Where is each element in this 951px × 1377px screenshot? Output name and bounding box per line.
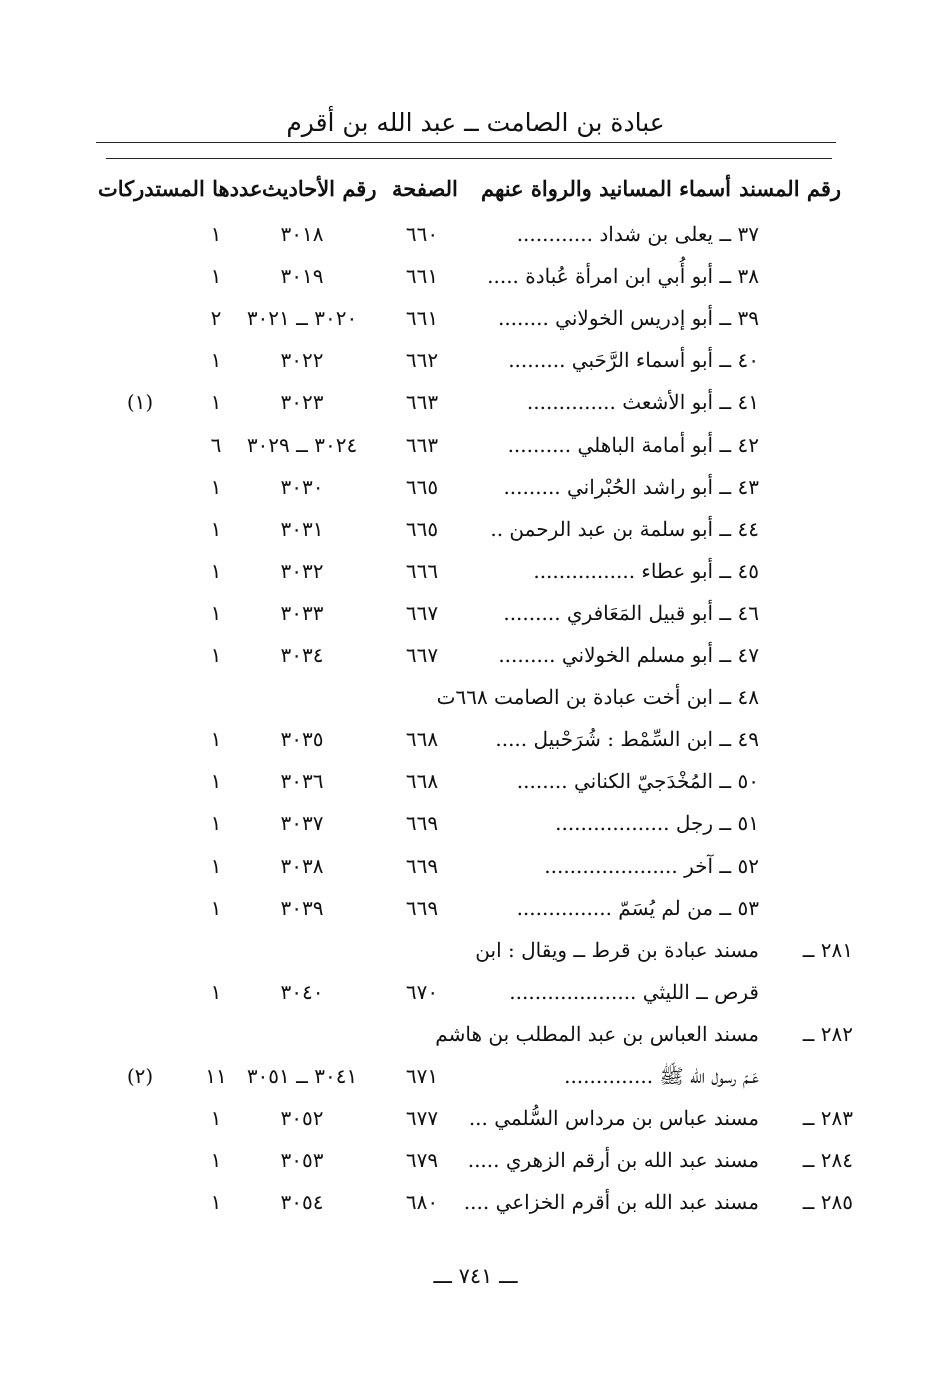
- table-row: [0, 685, 951, 725]
- table-row: [0, 1148, 951, 1188]
- running-title: عبادة بن الصامت ــ عبد الله بن أقرم: [286, 108, 665, 137]
- musnad-number: ٢٨٣ ــ: [802, 1106, 853, 1130]
- count-cell: ١: [210, 348, 222, 372]
- entry-name: قرص ــ الليثي ....................: [509, 980, 759, 1004]
- table-row: [0, 348, 951, 388]
- entry-name: ٣٧ ــ يعلى بن شداد ............: [516, 222, 759, 246]
- col-header-names: أسماء المسانيد والرواة عنهم: [481, 176, 731, 201]
- table-row: [0, 1106, 951, 1146]
- page-number: ـــ ٧٤١ ـــ: [433, 1264, 518, 1288]
- count-cell: ١: [210, 517, 222, 541]
- table-row: [0, 769, 951, 809]
- table-row: [0, 222, 951, 262]
- count-cell: ١: [210, 1148, 222, 1172]
- count-cell: ١: [210, 475, 222, 499]
- table-row: [0, 811, 951, 851]
- hadith-numbers-cell: ٣٠٤٠: [280, 980, 324, 1004]
- hadith-numbers-cell: ٣٠٢٤ ــ ٣٠٢٩: [246, 433, 358, 457]
- count-cell: ١: [210, 727, 222, 751]
- hadith-numbers-cell: ٣٠٣٦: [280, 769, 324, 793]
- count-cell: ٦: [210, 433, 222, 457]
- entry-name: عَـمّ رسول الله ﷺ ..............: [564, 1064, 759, 1088]
- hadith-numbers-cell: ٣٠٣٤: [280, 643, 324, 667]
- count-cell: ١: [210, 643, 222, 667]
- page-number-cell: ٦٦٥: [405, 475, 439, 499]
- hadith-numbers-cell: ٣٠٣٥: [280, 727, 324, 751]
- page-number-cell: ٦٦٣: [405, 390, 439, 414]
- col-header-page: الصفحة: [392, 176, 458, 201]
- header-rule-top: [96, 142, 836, 143]
- page-number-cell: ٦٧١: [405, 1064, 439, 1088]
- page-number-cell: ٦٦٢: [405, 348, 439, 372]
- musnad-number: ٢٨٥ ــ: [802, 1190, 853, 1214]
- musnad-number: ٢٨١ ــ: [802, 938, 853, 962]
- table-row: [0, 1064, 951, 1104]
- hadith-numbers-cell: ٣٠٣٣: [280, 601, 324, 625]
- entry-name: ٤٨ ــ ابن أخت عبادة بن الصامت ٦٦٨ت: [436, 685, 759, 709]
- entry-name: ٤٣ ــ أبو راشد الحُبْراني .........: [503, 475, 759, 499]
- hadith-numbers-cell: ٣٠٣١: [280, 517, 324, 541]
- entry-name: ٤٠ ــ أبو أسماء الرَّحَبي .........: [508, 348, 759, 372]
- entry-name: ٤٢ ــ أبو أمامة الباهلي ..........: [507, 433, 759, 457]
- count-cell: ١: [210, 264, 222, 288]
- entry-name: ٤٤ ــ أبو سلمة بن عبد الرحمن ..: [490, 517, 759, 541]
- hadith-numbers-cell: ٣٠٣٨: [280, 854, 324, 878]
- table-row: [0, 643, 951, 683]
- count-cell: ١: [210, 896, 222, 920]
- table-row: [0, 896, 951, 936]
- page-number-cell: ٦٦٨: [405, 727, 439, 751]
- hadith-numbers-cell: ٣٠١٩: [280, 264, 324, 288]
- entry-name: ٥١ ــ رجل ..................: [555, 811, 759, 835]
- page-number-cell: ٦٦٣: [405, 433, 439, 457]
- entry-name: مسند عبد الله بن أرقم الزهري .....: [467, 1148, 759, 1172]
- page-number-cell: ٦٦٦: [405, 559, 439, 583]
- count-cell: ١: [210, 222, 222, 246]
- table-row: [0, 1190, 951, 1230]
- table-row: [0, 938, 951, 978]
- entry-name: ٥٠ ــ المُخْدَجيّ الكناني ........: [516, 769, 759, 793]
- page-number-cell: ٦٦٩: [405, 854, 439, 878]
- page-number-cell: ٦٦٠: [405, 222, 439, 246]
- count-cell: ١: [210, 1106, 222, 1130]
- table-row: [0, 306, 951, 346]
- table-row: [0, 854, 951, 894]
- page-number-cell: ٦٦٩: [405, 896, 439, 920]
- count-cell: ١: [210, 854, 222, 878]
- count-cell: ١: [210, 559, 222, 583]
- hadith-numbers-cell: ٣٠٢٣: [280, 390, 324, 414]
- musnad-number: ٢٨٢ ــ: [802, 1022, 853, 1046]
- table-row: [0, 601, 951, 641]
- note-cell: (١): [126, 390, 154, 414]
- page-number-cell: ٦٦٥: [405, 517, 439, 541]
- page-number-cell: ٦٧٠: [405, 980, 439, 1004]
- table-row: [0, 475, 951, 515]
- entry-name: ٣٨ ــ أبو أُبي ابن امرأة عُبادة .....: [487, 264, 759, 288]
- hadith-numbers-cell: ٣٠٤١ ــ ٣٠٥١: [246, 1064, 358, 1088]
- entry-name: ٥٢ ــ آخر .....................: [544, 854, 759, 878]
- table-row: [0, 980, 951, 1020]
- entry-name: مسند العباس بن عبد المطلب بن هاشم: [435, 1022, 759, 1046]
- hadith-numbers-cell: ٣٠٥٢: [280, 1106, 324, 1130]
- table-row: [0, 433, 951, 473]
- entry-name: ٤٥ ــ أبو عطاء ................: [533, 559, 759, 583]
- count-cell: ٢: [210, 306, 222, 330]
- col-header-hadith-numbers: رقم الأحاديث: [262, 176, 377, 201]
- count-cell: ١: [210, 980, 222, 1004]
- musnad-number: ٢٨٤ ــ: [802, 1148, 853, 1172]
- hadith-numbers-cell: ٣٠٣٠: [280, 475, 324, 499]
- header-rule-bottom: [106, 158, 832, 159]
- col-header-count: عددها: [212, 176, 263, 201]
- col-header-count-notes: [98, 176, 262, 201]
- count-cell: ١: [210, 811, 222, 835]
- entry-name: ٣٩ ــ أبو إدريس الخولاني ........: [497, 306, 759, 330]
- entry-name: ٤٩ ــ ابن السِّمْط : شُرَحْبيل .....: [495, 727, 759, 751]
- table-row: [0, 390, 951, 430]
- page-number-cell: ٦٧٧: [405, 1106, 439, 1130]
- page-number-cell: ٦٦٩: [405, 811, 439, 835]
- hadith-numbers-cell: ٣٠٢٢: [280, 348, 324, 372]
- table-row: [0, 727, 951, 767]
- count-cell: ١: [210, 1190, 222, 1214]
- col-header-musnad-number: رقم المسند: [739, 176, 841, 201]
- page-number-cell: ٦٨٠: [405, 1190, 439, 1214]
- table-row: [0, 1022, 951, 1062]
- hadith-numbers-cell: ٣٠١٨: [280, 222, 324, 246]
- table-row: [0, 559, 951, 599]
- entry-name: مسند عبادة بن قرط ــ ويقال : ابن: [475, 938, 759, 962]
- table-row: [0, 517, 951, 557]
- entry-name: ٤٦ ــ أبو قبيل المَعَافري .........: [503, 601, 759, 625]
- hadith-numbers-cell: ٣٠٥٤: [280, 1190, 324, 1214]
- hadith-numbers-cell: ٣٠٣٧: [280, 811, 324, 835]
- note-cell: (٢): [126, 1064, 154, 1088]
- col-header-notes: المستدركات: [98, 176, 205, 201]
- hadith-numbers-cell: ٣٠٢٠ ــ ٣٠٢١: [246, 306, 358, 330]
- hadith-numbers-cell: ٣٠٥٣: [280, 1148, 324, 1172]
- entry-name: مسند عباس بن مرداس السُّلمي ...: [468, 1106, 759, 1130]
- page-number-cell: ٦٦١: [405, 264, 439, 288]
- count-cell: ١١: [205, 1064, 227, 1088]
- count-cell: ١: [210, 601, 222, 625]
- page-number-cell: ٦٧٩: [405, 1148, 439, 1172]
- entry-name: ٥٣ ــ من لم يُسَمّ ...............: [516, 896, 759, 920]
- hadith-numbers-cell: ٣٠٣٩: [280, 896, 324, 920]
- page-number-cell: ٦٦٧: [405, 643, 439, 667]
- page-number-cell: ٦٦٧: [405, 601, 439, 625]
- table-row: [0, 264, 951, 304]
- page-number-cell: ٦٦٨: [405, 769, 439, 793]
- count-cell: ١: [210, 769, 222, 793]
- page-number-cell: ٦٦١: [405, 306, 439, 330]
- count-cell: ١: [210, 390, 222, 414]
- entry-name: ٤٧ ــ أبو مسلم الخولاني .........: [498, 643, 759, 667]
- entry-name: مسند عبد الله بن أقرم الخزاعي ....: [463, 1190, 759, 1214]
- hadith-numbers-cell: ٣٠٣٢: [280, 559, 324, 583]
- entry-name: ٤١ ــ أبو الأشعث ..............: [526, 390, 759, 414]
